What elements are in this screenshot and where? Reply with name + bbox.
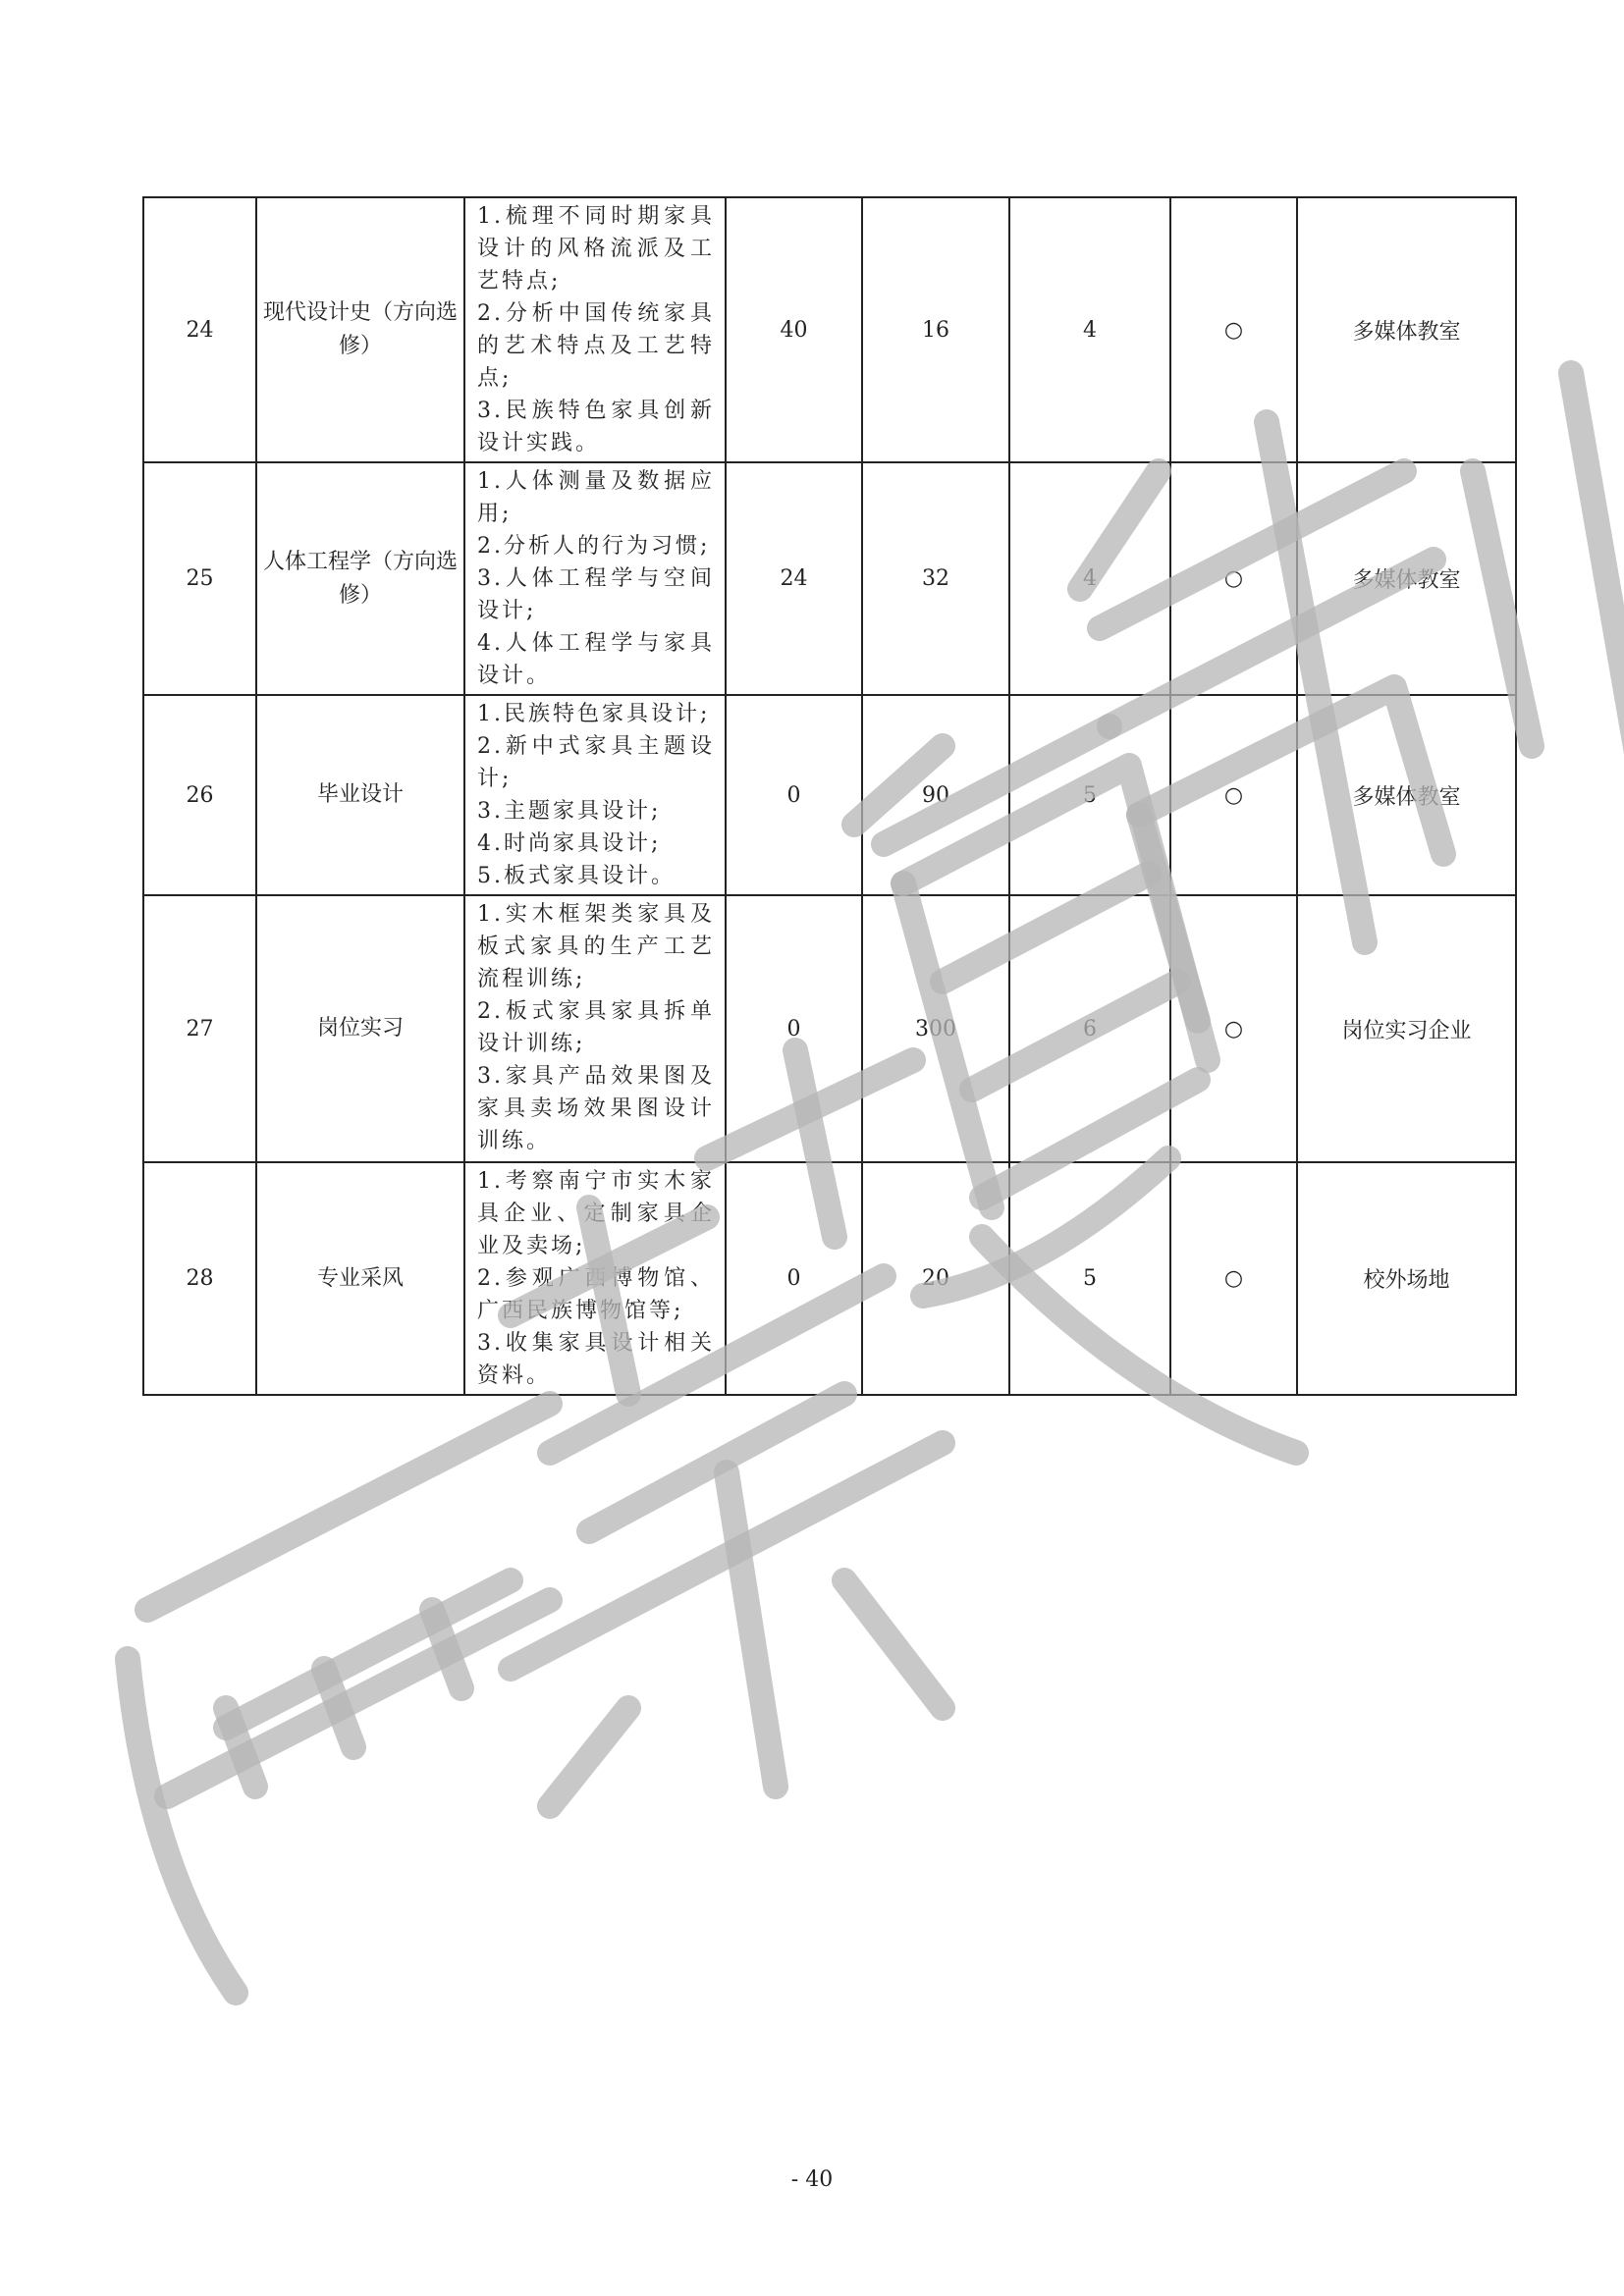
cell-number: 28 (143, 1162, 256, 1395)
table-row (143, 695, 1516, 895)
content-line: 3.人体工程学与空间设计; (477, 566, 715, 623)
cell-content (464, 895, 726, 1162)
content-line: 3.家具产品效果图及家具卖场效果图设计训练。 (477, 1064, 715, 1153)
cell-course-name: 专业采风 (256, 1162, 464, 1395)
content-line: 2.参观广西博物馆、广西民族博物馆等; (477, 1266, 715, 1323)
cell-semester: 5 (1009, 1162, 1170, 1395)
cell-place: 岗位实习企业 (1297, 895, 1516, 1162)
cell-course-name: 现代设计史（方向选修） (256, 197, 464, 462)
cell-number: 25 (143, 462, 256, 695)
cell-content (464, 1162, 726, 1395)
cell-number: 24 (143, 197, 256, 462)
table-row (143, 1162, 1516, 1395)
cell-course-name: 毕业设计 (256, 695, 464, 895)
cell-hours-practice: 16 (862, 197, 1009, 462)
cell-content (464, 695, 726, 895)
cell-place: 多媒体教室 (1297, 695, 1516, 895)
cell-semester: 5 (1009, 695, 1170, 895)
cell-semester: 4 (1009, 462, 1170, 695)
content-line: 1.人体测量及数据应用; (477, 469, 715, 526)
cell-hours-theory: 0 (726, 1162, 862, 1395)
page-number: - 40 (790, 2167, 834, 2192)
content-line: 1.梳理不同时期家具设计的风格流派及工艺特点; (477, 204, 715, 294)
cell-course-name: 人体工程学（方向选修） (256, 462, 464, 695)
content-line: 2.分析中国传统家具的艺术特点及工艺特点; (477, 301, 715, 391)
cell-semester: 4 (1009, 197, 1170, 462)
cell-number: 26 (143, 695, 256, 895)
cell-hours-practice: 32 (862, 462, 1009, 695)
content-line: 3.民族特色家具创新设计实践。 (477, 399, 715, 455)
cell-place: 多媒体教室 (1297, 197, 1516, 462)
cell-number: 27 (143, 895, 256, 1162)
content-line: 2.新中式家具主题设计; (477, 734, 715, 791)
course-table (142, 196, 1517, 1396)
content-line: 3.主题家具设计; (477, 799, 662, 824)
cell-hours-practice: 300 (862, 895, 1009, 1162)
content-line: 1.民族特色家具设计; (477, 702, 711, 726)
cell-hours-theory: 0 (726, 895, 862, 1162)
course-table-body (143, 197, 1516, 1395)
cell-hours-theory: 24 (726, 462, 862, 695)
content-line: 3.收集家具设计相关资料。 (477, 1331, 715, 1388)
content-line: 2.板式家具家具拆单设计训练; (477, 999, 715, 1056)
table-row (143, 462, 1516, 695)
cell-hours-theory: 40 (726, 197, 862, 462)
cell-hours-practice: 90 (862, 695, 1009, 895)
cell-place: 校外场地 (1297, 1162, 1516, 1395)
cell-content (464, 462, 726, 695)
content-line: 5.板式家具设计。 (477, 864, 676, 888)
cell-mark: ○ (1170, 895, 1297, 1162)
cell-mark: ○ (1170, 462, 1297, 695)
cell-mark: ○ (1170, 197, 1297, 462)
cell-mark: ○ (1170, 695, 1297, 895)
table-row (143, 197, 1516, 462)
table-row (143, 895, 1516, 1162)
cell-place: 多媒体教室 (1297, 462, 1516, 695)
content-line: 1.实木框架类家具及板式家具的生产工艺流程训练; (477, 902, 715, 991)
cell-content (464, 197, 726, 462)
content-line: 2.分析人的行为习惯; (477, 534, 711, 559)
content-line: 4.人体工程学与家具设计。 (477, 631, 715, 688)
cell-mark: ○ (1170, 1162, 1297, 1395)
cell-hours-theory: 0 (726, 695, 862, 895)
cell-hours-practice: 20 (862, 1162, 1009, 1395)
content-line: 4.时尚家具设计; (477, 831, 662, 856)
cell-course-name: 岗位实习 (256, 895, 464, 1162)
content-line: 1.考察南宁市实木家具企业、定制家具企业及卖场; (477, 1169, 715, 1258)
cell-semester: 6 (1009, 895, 1170, 1162)
